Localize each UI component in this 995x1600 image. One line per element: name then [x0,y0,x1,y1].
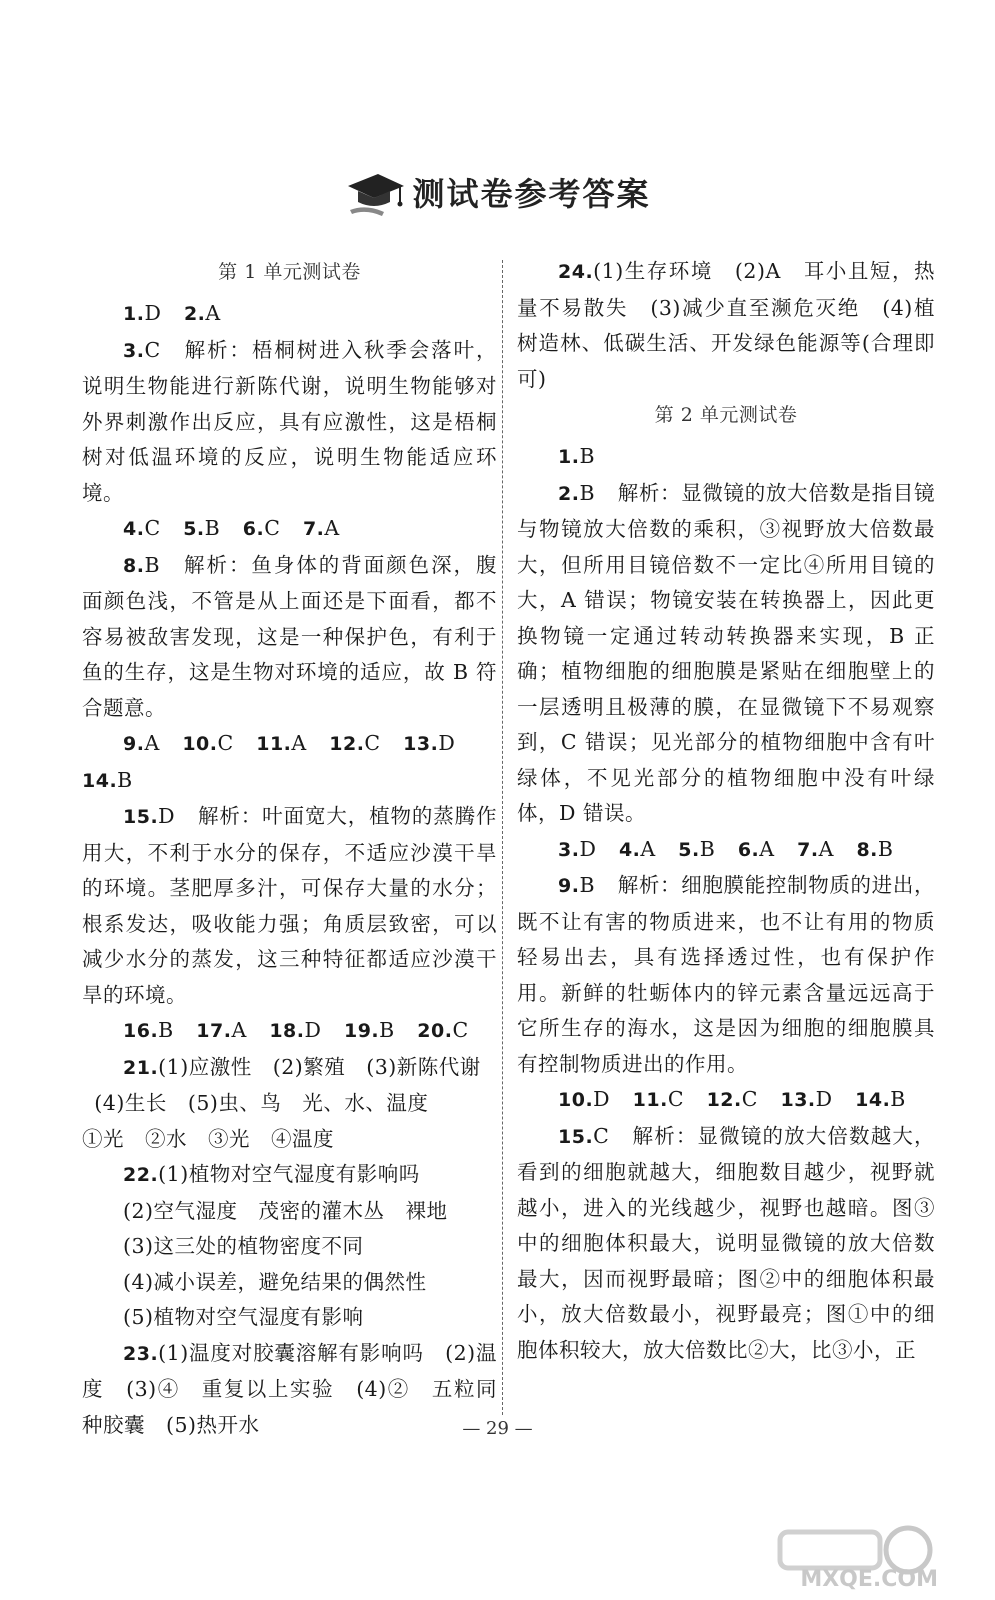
answer-row [517,1082,935,1119]
answer-line: (4)减小误差，避免结果的偶然性 [123,1269,427,1294]
page-number: — 29 — [462,1418,533,1439]
answer-text: (1)应激性 (2)繁殖 (3)新陈代谢 [158,1054,481,1079]
column-divider [502,260,503,1415]
answer-choice: B [579,480,596,505]
answer-row [82,511,497,548]
answer-explanation [517,476,935,832]
answer-choice: C [741,1087,758,1111]
answer-choice: A [291,731,307,755]
answer-choice: C [667,1087,685,1111]
answer-choice: B [890,1087,906,1111]
page-header [0,166,995,218]
answer-choice: B [579,444,596,468]
unit-heading: 第 2 单元测试卷 [654,404,798,426]
answer-line: ①光 ②水 ③光 ④温度 [82,1126,334,1151]
graduation-cap-icon [344,166,406,218]
answer-choice: D [158,804,176,828]
answer-choice: B [877,836,894,861]
page-title: 测试卷参考答案 [412,175,651,213]
answer-choice: B [204,516,221,540]
answer-choice: A [205,301,221,325]
explanation-text: 解析：鱼身体的背面颜色深，腹面颜色浅，不管是从上面还是下面看，都不容易被敌害发现，这是一种保护色，有利于鱼的生存，这是生物对环境的适应，故 B 符合题意。 [82,552,497,720]
question-number: 20. [417,1020,453,1042]
answer-choice: C [452,1018,469,1042]
answer-choice: B [144,552,161,577]
question-number: 23. [123,1342,159,1365]
answer-text: (1)生存环境 (2)A 耳小且短，热量不易散失 (3)减少直至濒危灭绝 (4)植树造林、低碳生活、开发绿色能源等(合理即可) [517,259,935,391]
explanation-text: 解析：叶面宽大，植物的蒸腾作用大，不利于水分的保存，不适应沙漠干旱的环境。茎肥厚多汁，可保存大量的水分；根系发达，吸收能力强；角质层致密，可以减少水分的蒸发，这三种特征都适应沙漠干旱的环境。 [82,804,497,1007]
question-number: 5. [678,838,700,861]
question-number: 14. [855,1089,891,1111]
question-number: 14. [82,769,118,792]
question-number: 9. [558,875,580,897]
explanation-text: 解析：显微镜的放大倍数越大，看到的细胞就越大，细胞数目越少，视野就越小，进入的光线越少，视野也越暗。图③中的细胞体积最大，说明显微镜的放大倍数最大，因而视野最暗；图②中的细胞体积最小，放大倍数最小，视野最亮；图①中的细胞体积较大，放大倍数比②大，比③小，正 [517,1123,935,1362]
question-number: 4. [123,518,145,540]
answer-choice: A [144,731,160,755]
question-number: 15. [558,1125,594,1148]
question-number: 24. [558,261,594,283]
question-number: 1. [558,446,580,468]
question-number: 19. [343,1020,380,1042]
answer-item [517,254,935,397]
question-number: 7. [302,518,325,540]
answer-item [82,1050,497,1087]
answer-choice: A [640,836,656,861]
question-number: 12. [706,1089,742,1111]
answer-explanation [517,1119,935,1369]
question-number: 22. [123,1164,159,1186]
answer-choice: B [379,1018,395,1042]
question-number: 12. [329,733,365,755]
answer-choice: C [144,337,161,362]
answer-choice: B [117,767,133,792]
answer-choice: D [438,731,456,755]
question-number: 1. [123,303,145,325]
answer-explanation [82,548,497,727]
question-number: 6. [242,518,265,540]
answer-explanation [517,868,935,1082]
question-number: 8. [856,838,878,861]
question-number: 13. [403,733,439,755]
answer-choice: A [324,516,340,540]
answer-row [82,296,497,333]
question-number: 10. [558,1089,594,1111]
answer-explanation [82,333,497,512]
answer-text: (1)植物对空气湿度有影响吗 [158,1162,420,1186]
answer-row [517,832,935,869]
right-column [517,254,935,1368]
question-number: 17. [196,1020,232,1042]
question-number: 8. [123,554,145,577]
watermark-text: MXQE.COM [800,1567,938,1590]
question-number: 11. [256,733,292,755]
answer-choice: D [304,1018,322,1042]
question-number: 10. [182,733,218,755]
answer-line: (3)这三处的植物密度不同 [123,1234,364,1258]
answer-choice: C [144,516,161,540]
answer-item [82,1157,497,1194]
answer-row [517,439,935,476]
answer-choice: B [579,873,596,897]
question-number: 9. [123,733,145,755]
question-number: 4. [618,838,641,861]
question-number: 15. [123,806,159,828]
answer-choice: B [158,1018,174,1042]
question-number: 18. [269,1020,305,1042]
answer-choice: C [217,731,234,755]
answer-row [82,726,497,799]
question-number: 2. [183,303,206,325]
question-number: 3. [123,339,145,362]
answer-choice: D [593,1087,611,1111]
question-number: 5. [183,518,205,540]
question-number: 2. [558,482,580,505]
answer-choice: C [593,1123,610,1148]
answer-choice: A [231,1018,247,1042]
left-column [82,254,497,1443]
question-number: 16. [123,1020,159,1042]
answer-line: (5)植物对空气湿度有影响 [123,1305,364,1329]
watermark-logo [760,1520,970,1590]
question-number: 3. [558,838,580,861]
answer-line: (2)空气湿度 茂密的灌木丛 裸地 [123,1198,448,1223]
question-number: 21. [123,1056,159,1079]
question-number: 13. [780,1089,816,1111]
answer-explanation [82,799,497,1013]
explanation-text: 解析：梧桐树进入秋季会落叶，说明生物能进行新陈代谢，说明生物能够对外界刺激作出反应，具有应激性，这是梧桐树对低温环境的反应，说明生物能适应环境。 [82,337,497,505]
answer-text: (1)温度对胶囊溶解有影响吗 (2)温度 (3)④ 重复以上实验 (4)② 五粒同种胶囊 (5)热开水 [82,1340,497,1437]
answer-choice: D [144,301,162,325]
answer-choice: C [264,516,281,540]
question-number: 11. [632,1089,668,1111]
answer-choice: B [699,836,716,861]
answer-choice: A [759,836,775,861]
unit-heading: 第 1 单元测试卷 [218,261,361,283]
answer-row [82,1013,497,1050]
explanation-text: 解析：显微镜的放大倍数是指目镜与物镜放大倍数的乘积，③视野放大倍数最大，但所用目镜倍数不一定比④所用目镜的大，A 错误；物镜安装在转换器上，因此更换物镜一定通过转动转换器来实现，B 正确；植物细胞的细胞膜是紧贴在细胞壁上的一层透明且极薄的膜，在显微镜下不易观察到，C 错误；见光部分的植物细胞中含有叶绿体，不见光部分的植物细胞中没有叶绿体，D 错误。 [517,480,935,825]
answer-choice: D [815,1087,833,1111]
answer-line: (4)生长 (5)虫、鸟 光、水、温度 [94,1091,429,1115]
answer-choice: D [579,836,597,861]
answer-choice: C [364,731,381,755]
answer-choice: A [818,836,834,861]
question-number: 7. [797,838,819,861]
explanation-text: 解析：细胞膜能控制物质的进出，既不让有害的物质进来，也不让有用的物质轻易出去，具有选择透过性，也有保护作用。新鲜的牡蛎体内的锌元素含量远远高于它所生存的海水，这是因为细胞的细胞膜具有控制物质进出的作用。 [517,873,935,1076]
question-number: 6. [737,838,760,861]
